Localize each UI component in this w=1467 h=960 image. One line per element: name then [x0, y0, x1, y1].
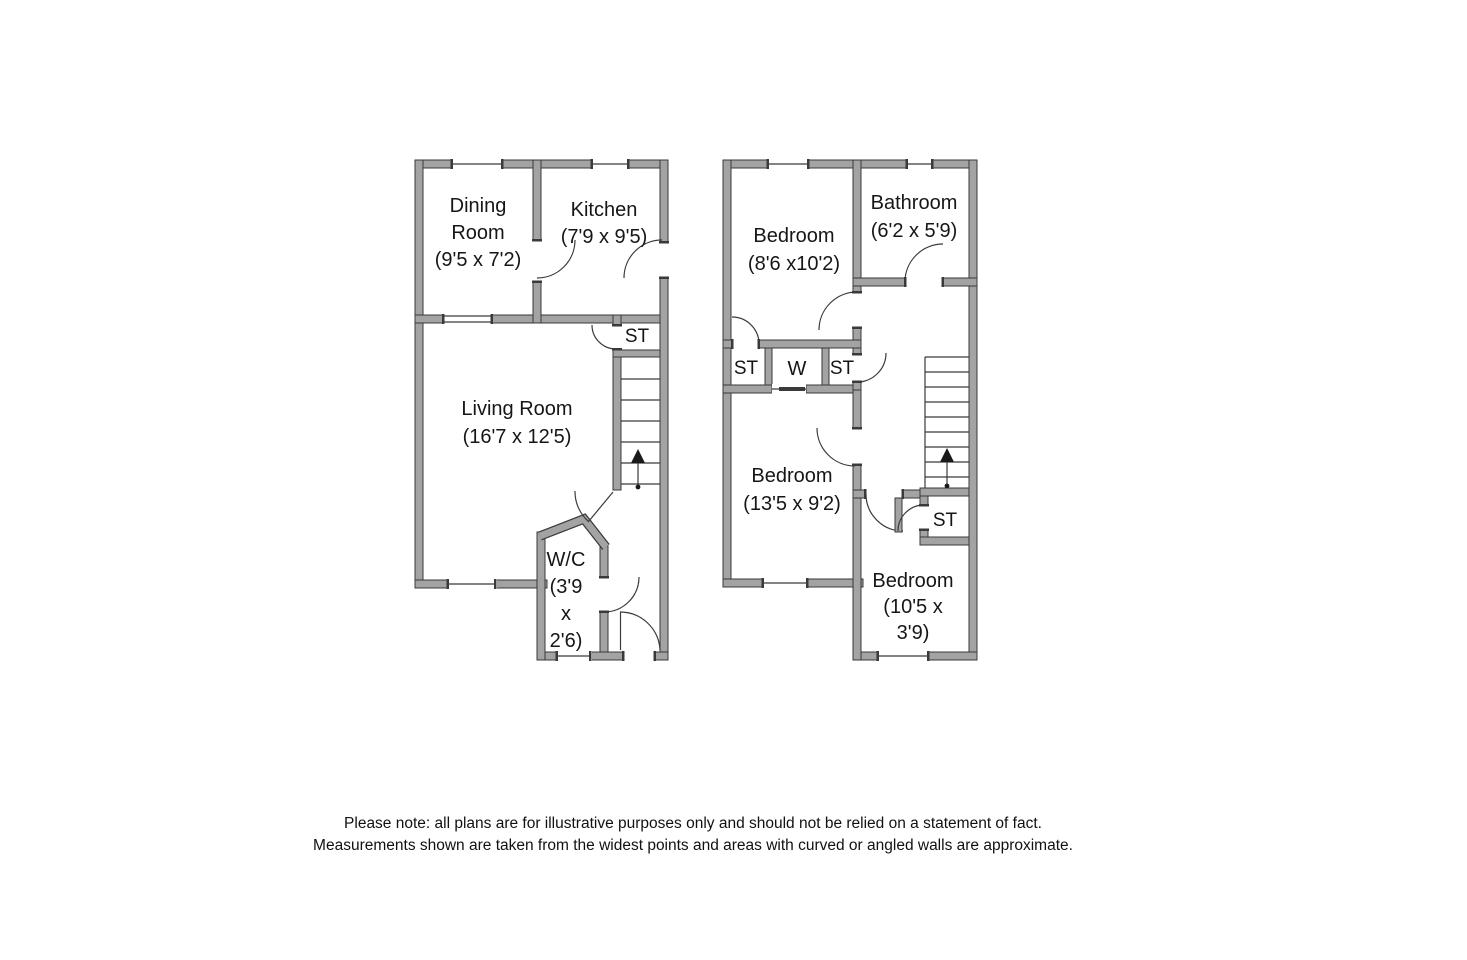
door-arc: [819, 292, 857, 330]
wardrobe-opening: [772, 384, 806, 394]
disclaimer-line-1: Please note: all plans are for illustrative purposes only and should not be relied on a statement of fact.: [344, 815, 1042, 832]
stairs-up-arrow: [940, 448, 954, 488]
room-dims-line: 2'6): [549, 630, 583, 652]
door-opening: [919, 504, 929, 531]
room-dims-line: (16'7 x 12'5): [462, 426, 572, 448]
stairs-up-arrow: [631, 449, 645, 489]
door-opening: [532, 239, 542, 283]
room-dims-line: (3'9: [549, 576, 583, 598]
room-name-line: W: [787, 358, 807, 380]
open-passage: [442, 314, 493, 324]
room-dims-line: (13'5 x 9'2): [743, 493, 841, 515]
ground-stairs: [621, 379, 660, 489]
room-name-line: Room: [451, 222, 505, 244]
room-dims-line: (7'9 x 9'5): [560, 226, 648, 248]
disclaimer: [313, 813, 1073, 857]
door-opening: [852, 291, 862, 329]
door-opening: [599, 576, 609, 613]
window: [447, 579, 498, 589]
label-bedroom-1: [748, 222, 840, 278]
window: [767, 159, 810, 169]
label-storage-left: [734, 358, 758, 380]
room-name-line: Kitchen: [570, 199, 638, 221]
door-opening: [612, 324, 622, 351]
room-name-line: ST: [932, 510, 958, 531]
room-dims-line: x: [560, 603, 571, 625]
room-dims-line: (6'2 x 5'9): [870, 220, 958, 242]
door-opening: [659, 241, 669, 279]
room-name-line: ST: [829, 358, 855, 379]
room-name-line: Bedroom: [872, 570, 954, 592]
label-wardrobe: [788, 356, 807, 383]
door-opening: [731, 339, 760, 349]
door-opening: [904, 277, 944, 287]
room-dims-line: (8'6 x10'2): [747, 253, 841, 275]
room-name-line: W/C: [546, 549, 586, 571]
window: [762, 578, 809, 588]
first-stairs: [925, 357, 969, 488]
front-door-opening: [622, 651, 656, 661]
label-dining-room: [435, 193, 522, 274]
room-name-line: Bedroom: [751, 465, 833, 487]
window: [877, 651, 930, 661]
window: [451, 159, 504, 169]
label-storage-stairs: [933, 510, 957, 532]
room-name-line: ST: [624, 326, 650, 347]
window: [906, 159, 934, 169]
disclaimer-line-2: Measurements shown are taken from the widest points and areas with curved or angled walls are approximate.: [313, 837, 1073, 854]
wc-angled-wall-fill: [540, 519, 606, 547]
front-door-arc: [620, 612, 660, 650]
label-wc: [547, 547, 586, 655]
label-kitchen: [561, 197, 648, 251]
room-name-line: Bathroom: [870, 192, 958, 214]
room-dims-line: (9'5 x 7'2): [434, 249, 522, 271]
label-living-room: [461, 395, 572, 451]
room-name-line: Living Room: [461, 398, 573, 420]
label-bathroom: [871, 189, 958, 245]
room-dims-line: (10'5 x: [883, 596, 943, 618]
label-storage-right: [830, 358, 854, 380]
label-stairs-cupboard: [625, 326, 649, 348]
room-dims-line: 3'9): [896, 622, 930, 644]
room-name-line: ST: [733, 358, 759, 379]
room-name-line: Dining: [449, 195, 507, 217]
door-arc: [817, 428, 855, 466]
door-arc: [905, 244, 943, 282]
label-bedroom-3: [872, 568, 953, 646]
door-leaf: [589, 492, 613, 521]
room-name-line: Bedroom: [753, 225, 835, 247]
door-arc: [604, 577, 639, 612]
door-opening: [852, 427, 862, 466]
window: [591, 159, 630, 169]
label-bedroom-2: [743, 462, 841, 518]
